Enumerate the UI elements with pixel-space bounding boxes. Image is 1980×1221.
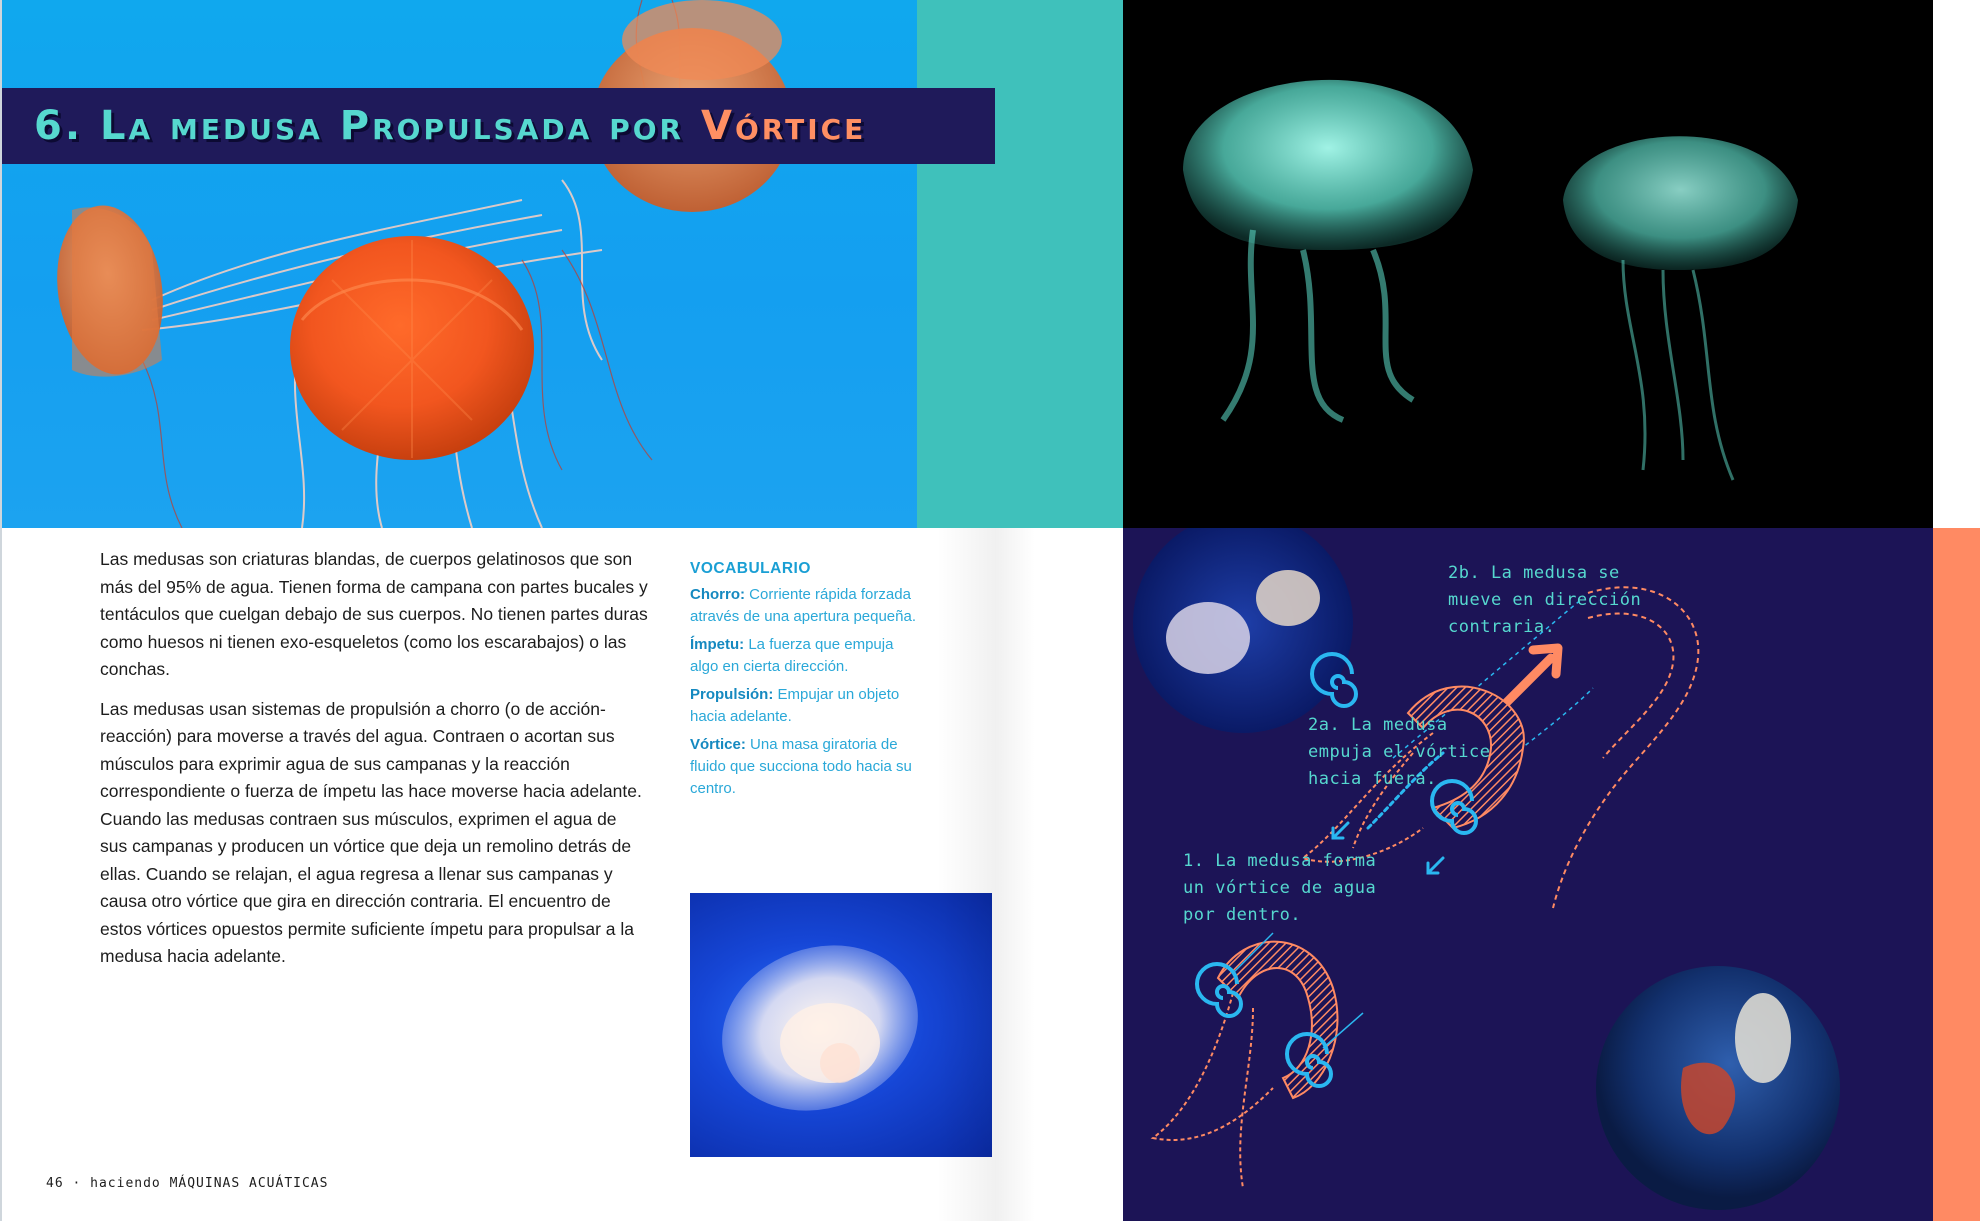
chapter-title-band xyxy=(2,88,995,164)
right-page xyxy=(995,0,1980,1221)
gutter-shadow xyxy=(937,528,995,1221)
coral-border-strip xyxy=(1933,528,1980,1221)
white-margin-strip xyxy=(1933,0,1980,528)
diagram-label-step-2a: 2a. La medusa empuja el vórtice hacia fuera. xyxy=(1308,715,1491,789)
vocabulary-definition: Corriente rápida forzada através de una apertura pequeña. xyxy=(690,586,917,625)
orange-jellyfish-illustration xyxy=(2,0,917,528)
vortex-diagram-panel xyxy=(1123,528,1933,1221)
diagram-label-step-1: 1. La medusa forma un vórtice de agua por dentro. xyxy=(1183,851,1377,925)
vocabulary-term: Chorro: xyxy=(690,586,745,603)
hero-photo-orange-jellyfish xyxy=(2,0,917,528)
teal-border-strip xyxy=(917,0,995,528)
chapter-title xyxy=(34,103,866,149)
vocabulary-definition: Empujar un objeto hacia adelante. xyxy=(690,686,900,725)
vocabulary-term: Ímpetu: xyxy=(690,636,745,653)
paragraph-1: Las medusas son criaturas blandas, de cuerpos gelatinosos que son más del 95% de agua. Tienen forma de campana con partes bucales y tentáculos que cuelgan debajo de sus cuerpos. No tienen partes duras como huesos ni tienen exo-esqueletos (como los escarabajos) o las conchas. xyxy=(100,549,648,679)
glowing-jellyfish-illustration xyxy=(1123,0,1933,528)
moon-jellyfish-dark-photo xyxy=(1123,0,1933,528)
page-footer: 46 · haciendo MÁQUINAS ACUÁTICAS xyxy=(46,1176,329,1191)
teal-border-strip xyxy=(995,0,1123,528)
arrow-up-right-icon xyxy=(1503,648,1558,706)
vocabulary-definition: Una masa giratoria de fluido que succiona todo hacia su centro. xyxy=(690,736,912,797)
vocabulary-item xyxy=(690,584,918,628)
vocabulary-item xyxy=(690,684,918,728)
vocabulary-heading: VOCABULARIO xyxy=(690,560,811,577)
chapter-title-main: 6. La medusa Propulsada por xyxy=(34,103,702,149)
vocabulary-term: Vórtice: xyxy=(690,736,746,753)
vocabulary-item xyxy=(690,734,918,800)
vocabulary-definition: La fuerza que empuja algo en cierta dirección. xyxy=(690,636,894,675)
vocabulary-box xyxy=(690,558,918,806)
paragraph-2: Las medusas usan sistemas de propulsión a chorro (o de acción-reacción) para moverse a través del agua. Contraen o acortan sus músculos para exprimir agua de sus campanas y la reacción correspondiente o fuerza de ímpetu las hace moverse hacia adelante. Cuando las medusas contraen sus músculos, exprimen el agua de sus campanas y producen un vórtice que deja un remolino detrás de ellas. Cuando se relajan, el agua regresa a llenar sus campanas y causa otro vórtice que gira en dirección contraria. El encuentro de estos vórtices opuestos permite suficiente ímpetu para propulsar a la medusa hacia adelante. xyxy=(100,698,642,966)
vocabulary-term: Propulsión: xyxy=(690,686,774,703)
vocabulary-item xyxy=(690,634,918,678)
gutter-shadow xyxy=(995,528,1035,1221)
body-text xyxy=(100,546,648,983)
chapter-title-accent: Vórtice xyxy=(701,103,867,149)
diagram-label-step-2b: 2b. La medusa se mueve en dirección contraria. xyxy=(1448,563,1642,637)
